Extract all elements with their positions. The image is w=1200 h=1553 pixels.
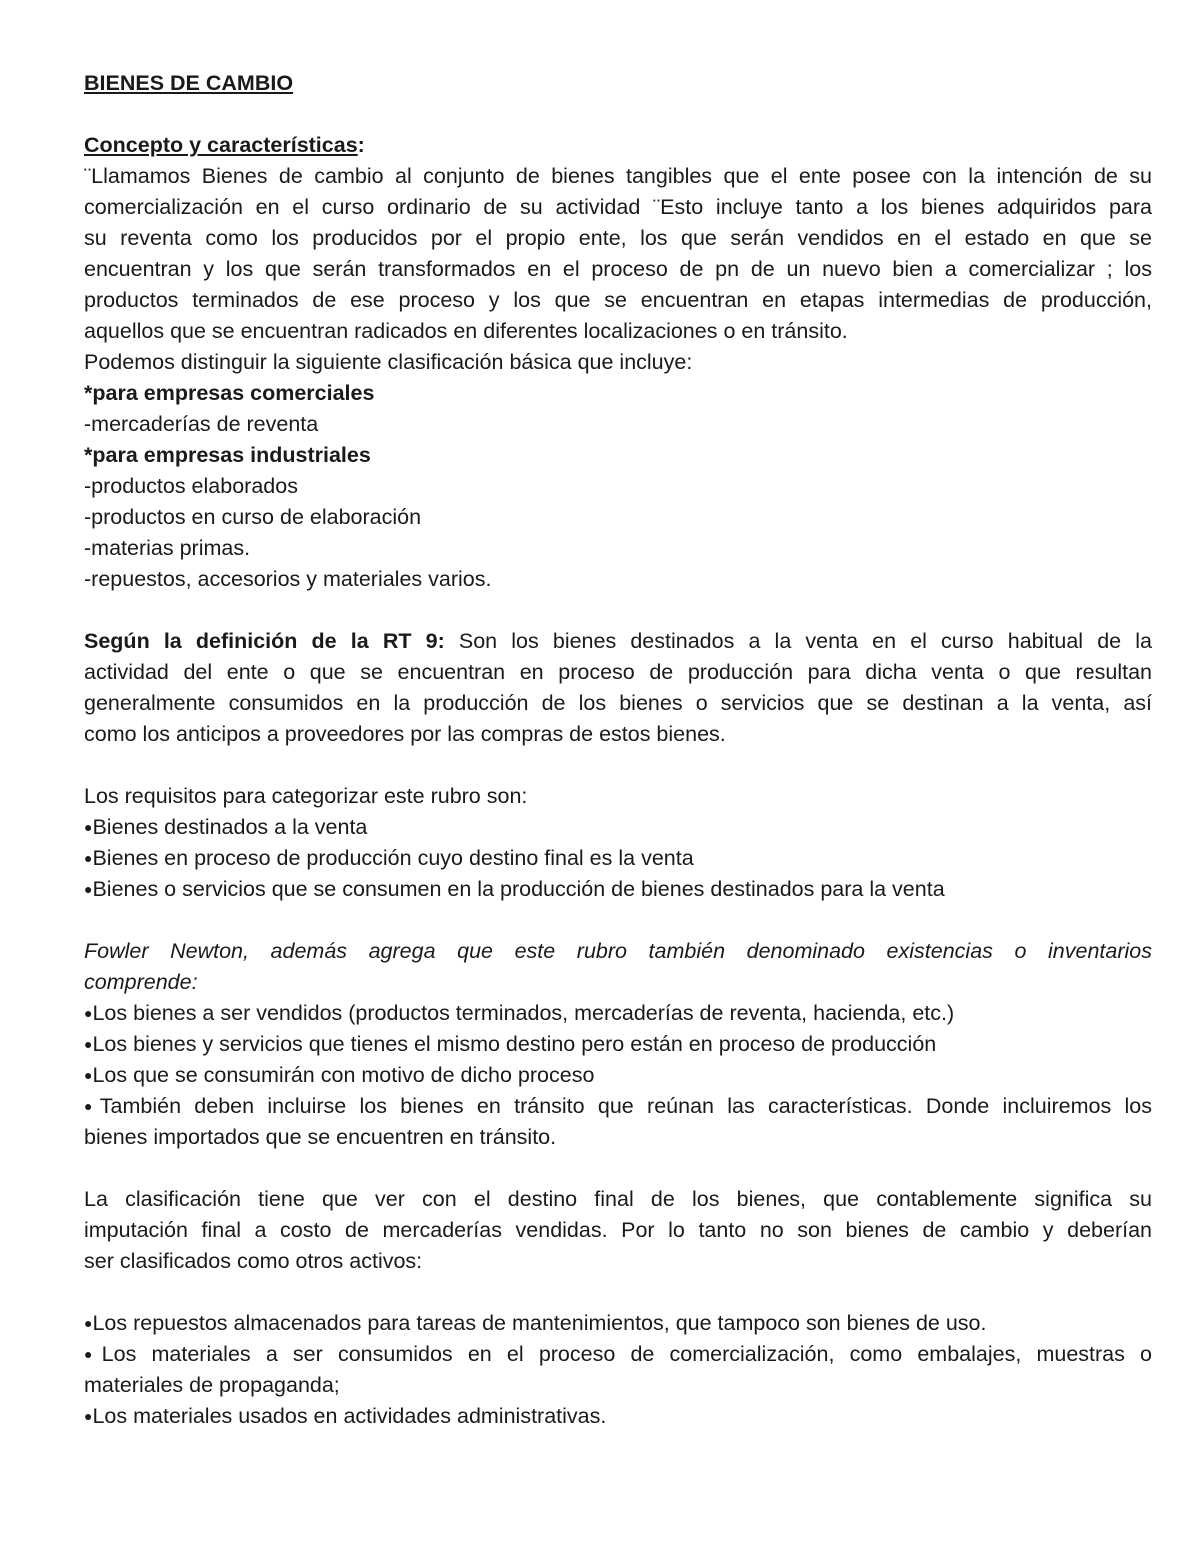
clasificacion-line: La clasificación tiene que ver con el destino final de los bienes, que contablemente significa su [84,1187,1152,1211]
concepto-heading-line [84,130,1152,161]
concepto-line: productos terminados de ese proceso y los que se encuentran en etapas intermedias de producción, [84,288,1152,312]
clasificacion-line: imputación final a costo de mercaderías vendidas. Por lo tanto no son bienes de cambio y deberían [84,1218,1152,1242]
rt9-first-line [84,626,1152,657]
bullet-item: ● Los repuestos almacenados para tareas de mantenimientos, que tampoco son bienes de uso. [84,1308,1152,1339]
rt9-line: actividad del ente o que se encuentran en proceso de producción para dicha venta o que resultan [84,660,1152,684]
fowler-line: Fowler Newton, además agrega que este rubro también denominado existencias o inventarios [84,939,1152,963]
document-title: BIENES DE CAMBIO [84,71,294,95]
comerciales-heading: *para empresas comerciales [84,381,375,405]
rt9-label: Según la definición de la RT 9: [84,629,445,653]
concepto-line: ¨Llamamos Bienes de cambio al conjunto de bienes tangibles que el ente posee con la intención de su [84,164,1152,188]
list-item: -productos elaborados [84,474,298,498]
spacer [84,595,1152,626]
concepto-line: encuentran y los que serán transformados en el proceso de pn de un nuevo bien a comercializar ; los [84,257,1152,281]
fowler-line: comprende: [84,970,198,994]
list-item: -materias primas. [84,536,251,560]
bullet-item: ● Bienes o servicios que se consumen en la producción de bienes destinados para la venta [84,874,1152,905]
list-item: -repuestos, accesorios y materiales varios. [84,567,492,591]
concepto-heading: Concepto y características [84,133,358,157]
bullet-item: ● Bienes destinados a la venta [84,812,1152,843]
concepto-line: comercialización en el curso ordinario de su actividad ¨Esto incluye tanto a los bienes adquiridos para [84,195,1152,219]
list-item: -productos en curso de elaboración [84,505,422,529]
bullet-item: ● Los bienes a ser vendidos (productos terminados, mercaderías de reventa, hacienda, etc.) [84,998,1152,1029]
concepto-line: su reventa como los producidos por el propio ente, los que serán vendidos en el estado en que se [84,226,1152,250]
requisitos-intro: Los requisitos para categorizar este rubro son: [84,784,528,808]
bullet-item: ● Los materiales usados en actividades administrativas. [84,1401,1152,1432]
clasificacion-intro: Podemos distinguir la siguiente clasificación básica que incluye: [84,350,693,374]
bullet-item: ● También deben incluirse los bienes en tránsito que reúnan las características. Donde incluiremos los [84,1091,1152,1122]
rt9-text: Son los bienes destinados a la venta en el curso habitual de la [444,629,1152,653]
bullet-item: ● Los bienes y servicios que tienes el mismo destino pero están en proceso de producción [84,1029,1152,1060]
spacer [84,750,1152,781]
clasificacion-line: ser clasificados como otros activos: [84,1249,423,1273]
bullet-item: ● Los materiales a ser consumidos en el proceso de comercialización, como embalajes, muestras o [84,1339,1152,1370]
concepto-heading-colon: : [357,133,365,157]
list-item: -mercaderías de reventa [84,412,319,436]
bullet-item-continuation: bienes importados que se encuentren en tránsito. [84,1125,557,1149]
spacer [84,1153,1152,1184]
concepto-line: aquellos que se encuentran radicados en diferentes localizaciones o en tránsito. [84,319,848,343]
bullet-item: ● Bienes en proceso de producción cuyo destino final es la venta [84,843,1152,874]
bullet-item-continuation: materiales de propaganda; [84,1373,340,1397]
rt9-line: como los anticipos a proveedores por las compras de estos bienes. [84,722,726,746]
bullet-item: ● Los que se consumirán con motivo de dicho proceso [84,1060,1152,1091]
spacer [84,99,1152,130]
industriales-heading: *para empresas industriales [84,443,371,467]
spacer [84,905,1152,936]
spacer [84,1277,1152,1308]
document-page [84,68,1152,1432]
rt9-line: generalmente consumidos en la producción de los bienes o servicios que se destinan a la venta, así [84,691,1152,715]
